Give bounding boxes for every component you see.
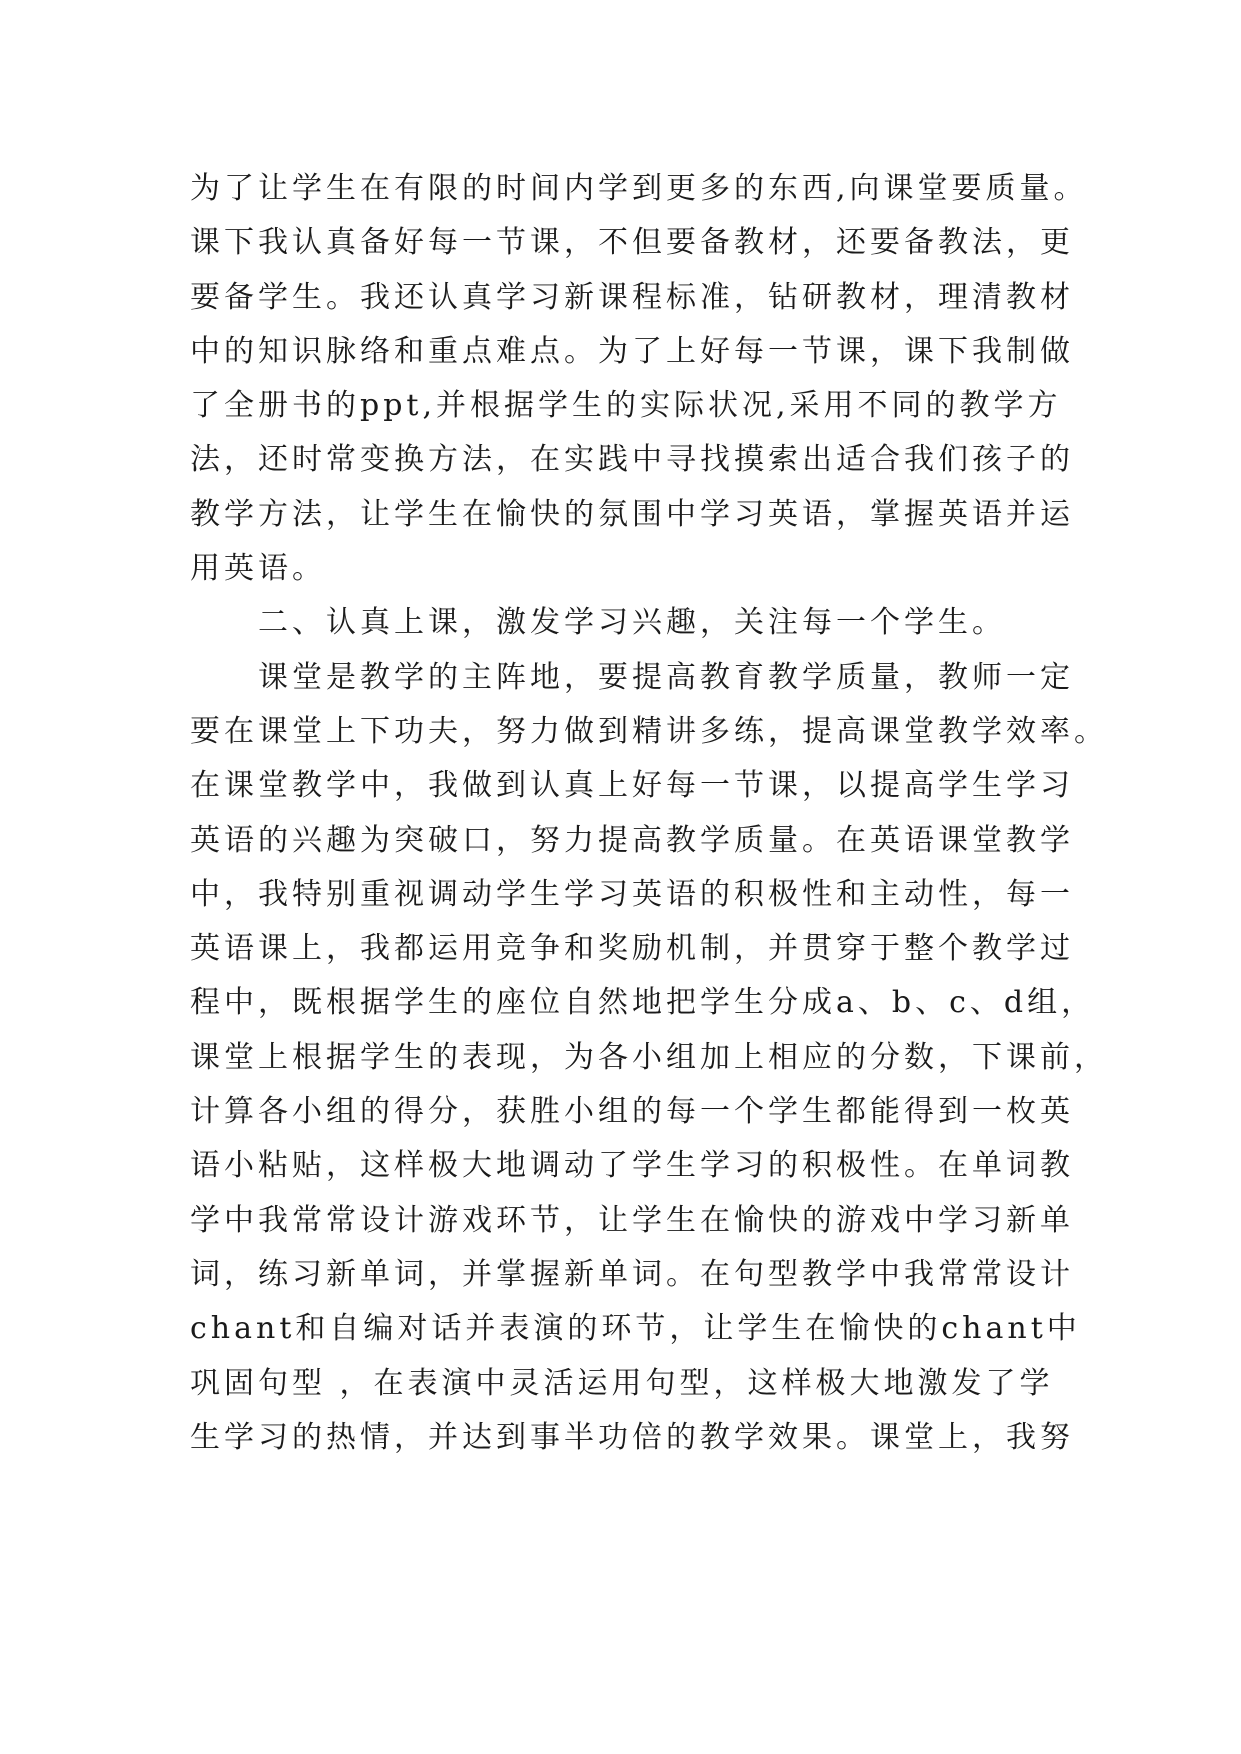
- text-line: 了全册书的ppt,并根据学生的实际状况,采用不同的教学方: [190, 388, 1062, 424]
- text-line: 中，我特别重视调动学生学习英语的积极性和主动性，每一: [190, 876, 1074, 912]
- body-text: [190, 162, 1108, 1465]
- text-line: 教学方法，让学生在愉快的氛围中学习英语，掌握英语并运: [190, 496, 1074, 532]
- text-line: 法，还时常变换方法，在实践中寻找摸索出适合我们孩子的: [190, 442, 1074, 478]
- text-line: 生学习的热情，并达到事半功倍的教学效果。课堂上，我努: [190, 1419, 1074, 1455]
- section-heading: 二、认真上课，激发学习兴趣，关注每一个学生。: [258, 605, 1006, 641]
- text-line: chant和自编对话并表演的环节，让学生在愉快的chant中: [190, 1311, 1081, 1347]
- text-line: 用英语。: [190, 551, 326, 587]
- text-line: 英语的兴趣为突破口，努力提高教学质量。在英语课堂教学: [190, 822, 1074, 858]
- text-line: 巩固句型 ，在表演中灵活运用句型，这样极大地激发了学: [190, 1365, 1054, 1401]
- text-line: 在课堂教学中，我做到认真上好每一节课，以提高学生学习: [190, 768, 1074, 804]
- text-line: 计算各小组的得分，获胜小组的每一个学生都能得到一枚英: [190, 1094, 1074, 1130]
- text-line: 语小粘贴，这样极大地调动了学生学习的积极性。在单词教: [190, 1148, 1074, 1184]
- text-line: 为了让学生在有限的时间内学到更多的东西,向课堂要质量。: [190, 171, 1088, 206]
- text-line: 英语课上，我都运用竞争和奖励机制，并贯穿于整个教学过: [190, 931, 1074, 967]
- text-line: 词，练习新单词，并掌握新单词。在句型教学中我常常设计: [190, 1256, 1074, 1292]
- text-line: 要备学生。我还认真学习新课程标准，钻研教材，理清教材: [190, 279, 1074, 315]
- text-line: 课堂上根据学生的表现，为各小组加上相应的分数，下课前，: [190, 1039, 1108, 1075]
- text-line: 学中我常常设计游戏环节，让学生在愉快的游戏中学习新单: [190, 1202, 1074, 1238]
- text-line: 要在课堂上下功夫，努力做到精讲多练，提高课堂教学效率。: [190, 713, 1108, 749]
- text-line: 中的知识脉络和重点难点。为了上好每一节课，课下我制做: [190, 333, 1074, 369]
- text-line: 程中，既根据学生的座位自然地把学生分成a、b、c、d组，: [190, 985, 1096, 1021]
- paragraph-start-line: 课堂是教学的主阵地，要提高教育教学质量，教师一定: [258, 659, 1074, 695]
- text-line: 课下我认真备好每一节课，不但要备教材，还要备教法，更: [190, 225, 1074, 261]
